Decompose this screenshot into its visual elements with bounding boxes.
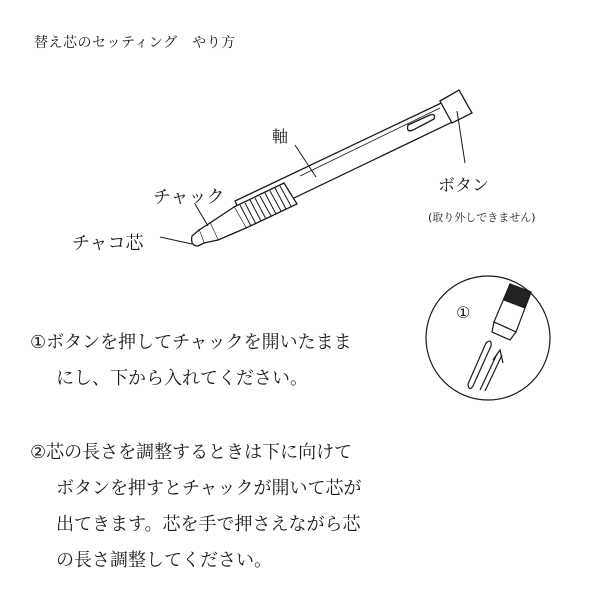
- step-2: [30, 435, 361, 579]
- label-button-note: (取り外しできません): [428, 211, 536, 224]
- step-1-line-2: にし、下から入れてください。: [56, 368, 308, 389]
- page-title: 替え芯のセッティング やり方: [34, 35, 236, 51]
- step-2-line-1: ②芯の長さを調整するときは下に向けて: [30, 442, 353, 463]
- step-1: [30, 325, 352, 397]
- inset-circle: [426, 276, 550, 400]
- step-2-line-3: 出てきます。芯を手で押さえながら芯: [56, 514, 361, 535]
- label-button: ボタン: [438, 176, 489, 196]
- step-2-line-4: の長さ調整してください。: [56, 550, 272, 571]
- label-chaco-lead: チャコ芯: [72, 233, 144, 254]
- label-chuck: チャック: [153, 187, 225, 208]
- lead-leader: [160, 237, 192, 244]
- label-shaft: 軸: [272, 127, 289, 146]
- inset-step-number: ①: [456, 303, 471, 322]
- step-1-line-1: ①ボタンを押してチャックを開いたまま: [30, 332, 352, 353]
- step-2-line-2: ボタンを押すとチャックが開いて芯が: [56, 478, 362, 499]
